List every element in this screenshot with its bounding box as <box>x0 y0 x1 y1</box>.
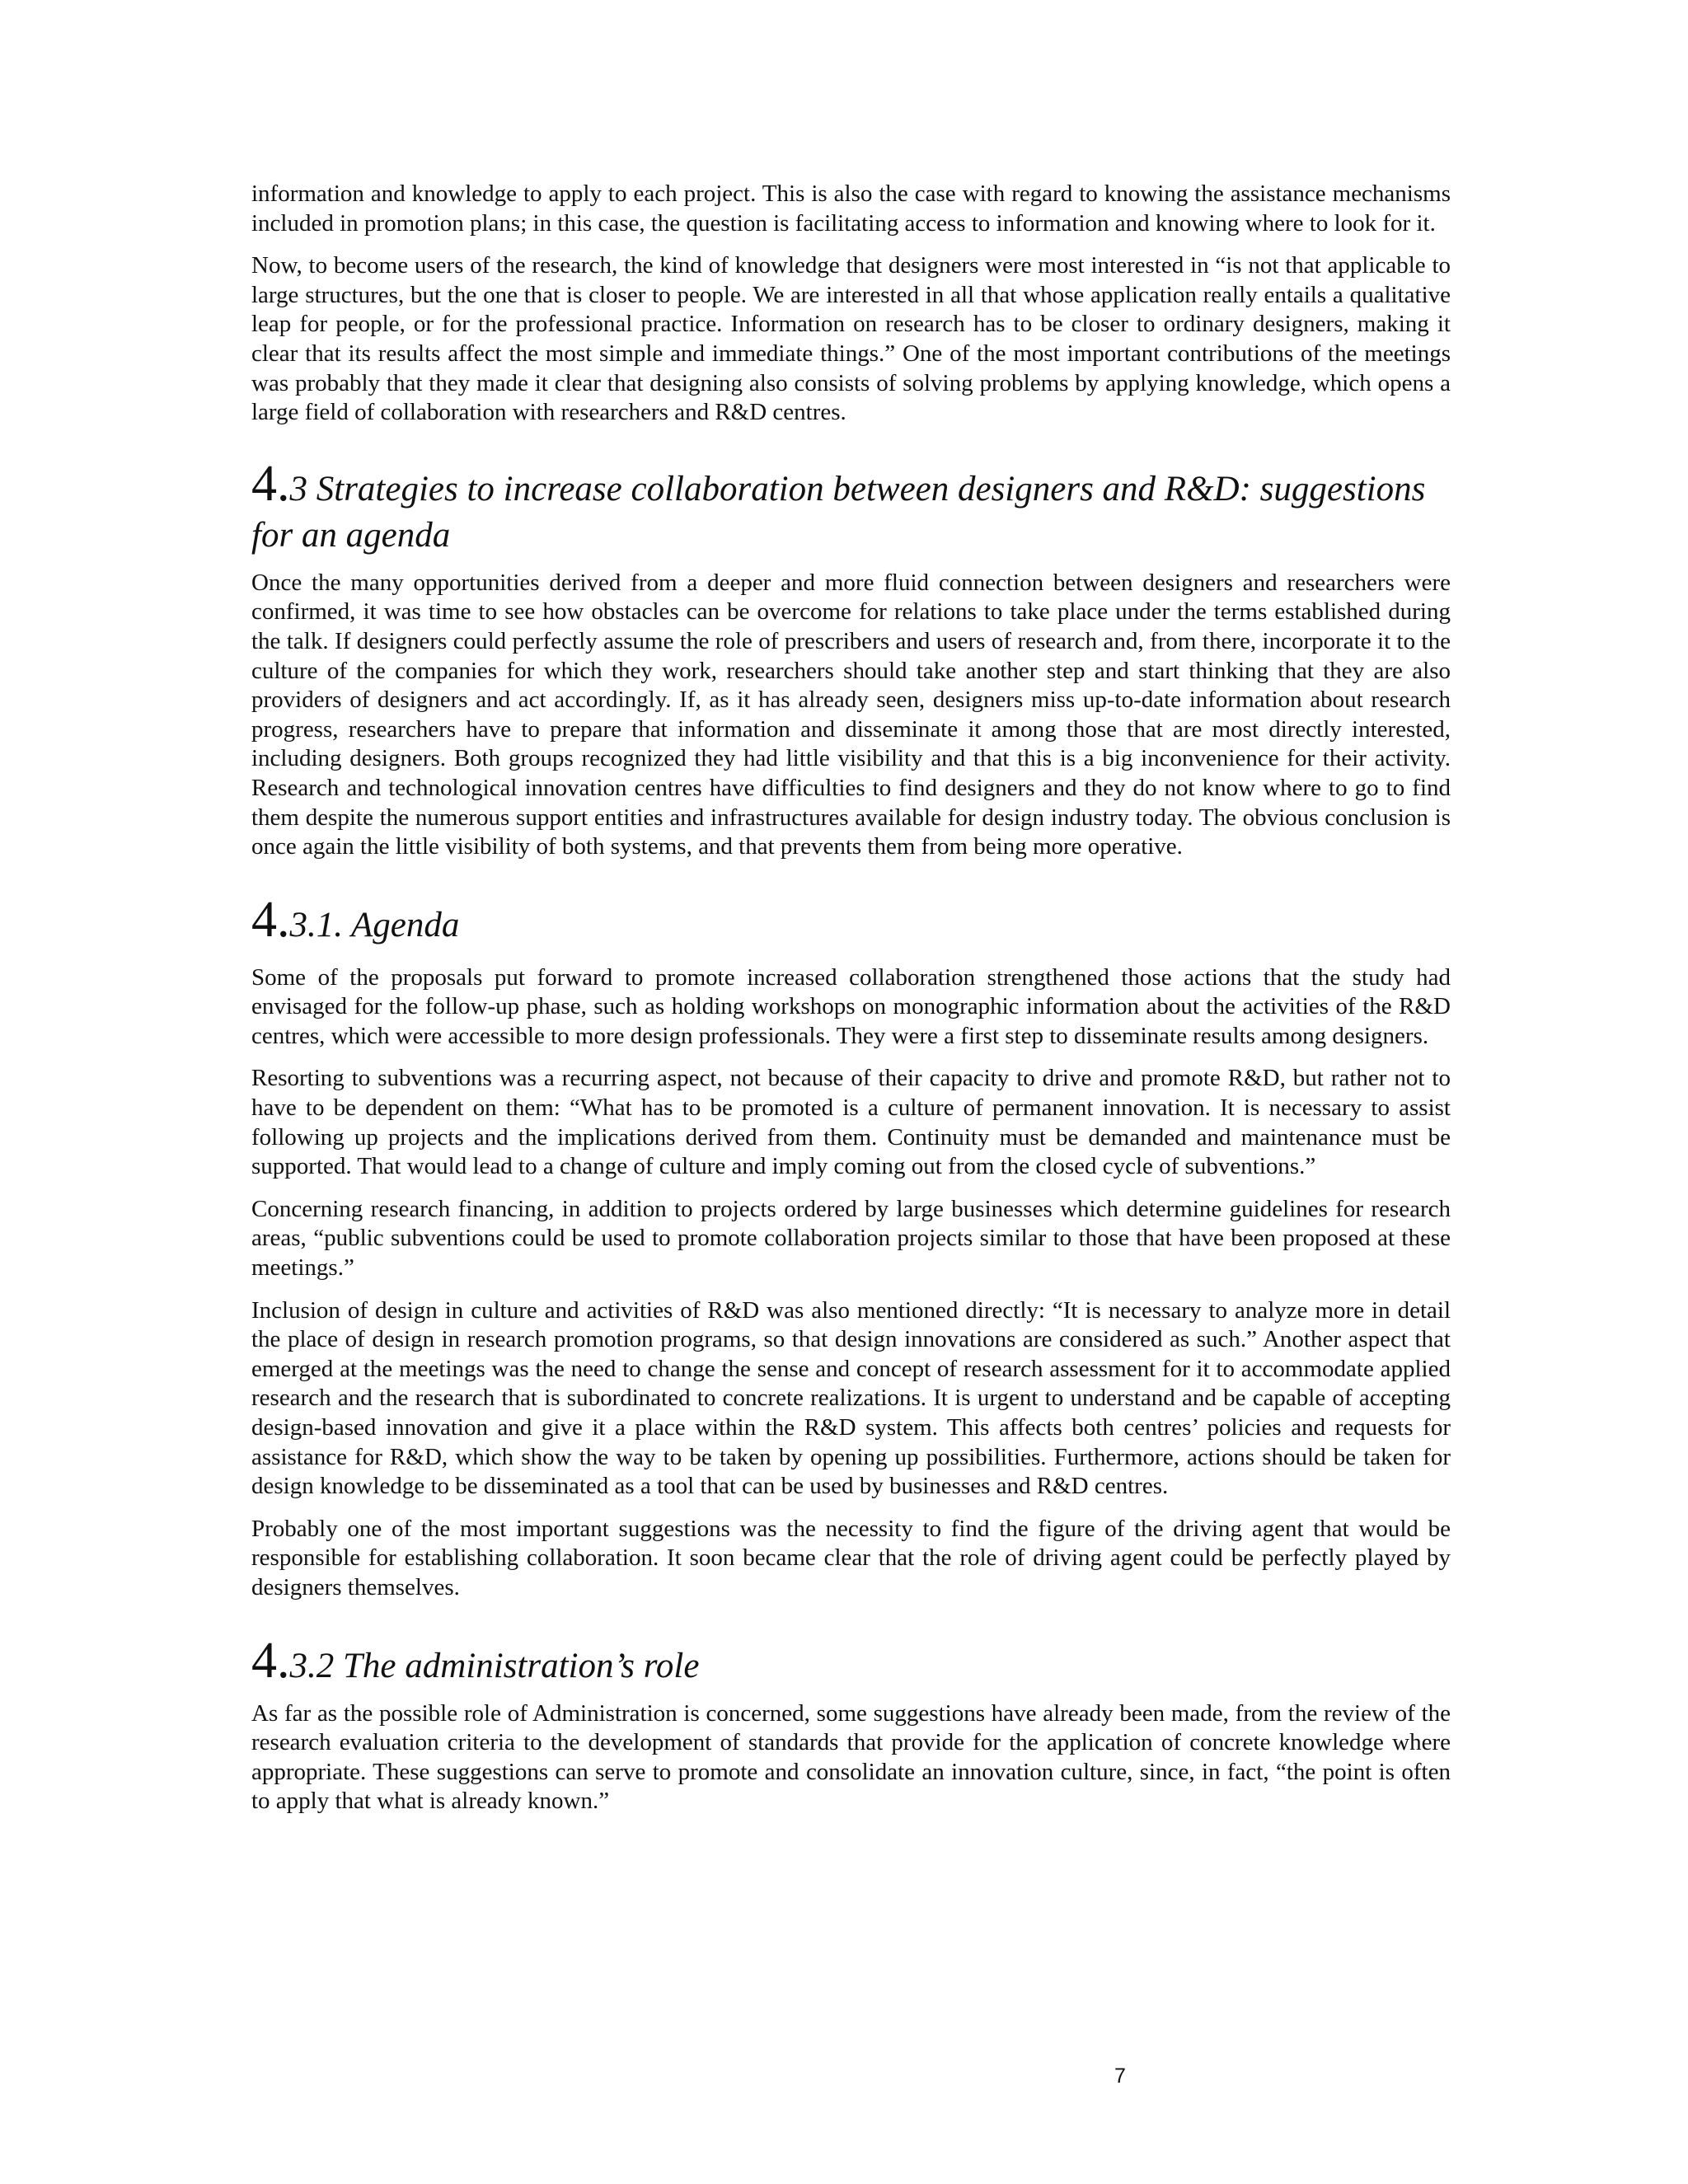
heading-title: 3.1. Agenda <box>289 905 460 944</box>
paragraph-administration-role: As far as the possible role of Administration is concerned, some suggestions have already been made, from the review of the research evaluation criteria to the development of standards that provide for the application of concrete knowledge where appropriate. These suggestions can serve to promote and consolidate an innovation culture, since, in fact, “the point is often to apply that what is already known.” <box>251 1699 1451 1815</box>
paragraph-agenda-proposals: Some of the proposals put forward to promote increased collaboration strengthened those actions that the study had envisaged for the follow-up phase, such as holding workshops on monographic information about the activities of the R&D centres, which were accessible to more design professionals. They were a first step to disseminate results among designers. <box>251 963 1451 1049</box>
heading-title: 3.2 The administration’s role <box>289 1646 700 1685</box>
paragraph-intro-continued: information and knowledge to apply to each project. This is also the case with regard to knowing the assistance mechanisms included in promotion plans; in this case, the question is facilitating access to information and knowing where to look for it. <box>251 180 1451 237</box>
page-number: 7 <box>1114 2064 1126 2088</box>
paragraph-agenda-subventions: Resorting to subventions was a recurring aspect, not because of their capacity to drive and promote R&D, but rather not to have to be dependent on them: “What has to be promoted is a culture of permanent innovation. It is necessary to assist following up projects and the implications derived from them. Continuity must be demanded and maintenance must be supported. That would lead to a change of culture and imply coming out from the closed cycle of subventions.” <box>251 1065 1451 1180</box>
document-page <box>251 180 1451 1830</box>
paragraph-agenda-inclusion: Inclusion of design in culture and activities of R&D was also mentioned directly: “It is necessary to analyze more in detail the place of design in research promotion programs, so that design innovations are considered as such.” Another aspect that emerged at the meetings was the need to change the sense and concept of research assessment for it to accommodate applied research and the research that is subordinated to concrete realizations. It is urgent to understand and be capable of accepting design-based innovation and give it a place within the R&D system. This affects both centres’ policies and requests for assistance for R&D, which show the way to be taken by opening up possibilities. Furthermore, actions should be taken for design knowledge to be disseminated as a tool that can be used by businesses and R&D centres. <box>251 1296 1451 1500</box>
section-heading-4-3-1 <box>251 891 1451 949</box>
heading-number: 4. <box>251 891 290 948</box>
section-heading-4-3 <box>251 455 1451 559</box>
heading-number: 4. <box>251 1632 290 1689</box>
paragraph-strategies: Once the many opportunities derived from a deeper and more fluid connection between designers and researchers were confirmed, it was time to see how obstacles can be overcome for relations to take place under the terms established during the talk. If designers could perfectly assume the role of prescribers and users of research and, from there, incorporate it to the culture of the companies for which they work, researchers should take another step and start thinking that they are also providers of designers and act accordingly. If, as it has already seen, designers miss up-to-date information about research progress, researchers have to prepare that information and disseminate it among those that are most directly interested, including designers. Both groups recognized they had little visibility and that this is a big inconvenience for their activity. Research and technological innovation centres have difficulties to find designers and they do not know where to go to find them despite the numerous support entities and infrastructures available for design industry today. The obvious conclusion is once again the little visibility of both systems, and that prevents them from being more operative. <box>251 569 1451 860</box>
paragraph-users-of-research: Now, to become users of the research, the kind of knowledge that designers were most interested in “is not that applicable to large structures, but the one that is closer to people. We are interested in all that whose application really entails a qualitative leap for people, or for the professional practice. Information on research has to be closer to ordinary designers, making it clear that its results affect the most simple and immediate things.” One of the most important contributions of the meetings was probably that they made it clear that designing also consists of solving problems by applying knowledge, which opens a large field of collaboration with researchers and R&D centres. <box>251 252 1451 426</box>
paragraph-agenda-financing: Concerning research financing, in addition to projects ordered by large businesses which determine guidelines for research areas, “public subventions could be used to promote collaboration projects similar to those that have been proposed at these meetings.” <box>251 1195 1451 1282</box>
heading-title: 3 Strategies to increase collaboration between designers and R&D: suggestions for an agenda <box>251 469 1426 555</box>
section-heading-4-3-2 <box>251 1632 1451 1690</box>
heading-number: 4. <box>251 455 290 512</box>
paragraph-agenda-driving-agent: Probably one of the most important suggestions was the necessity to find the figure of the driving agent that would be responsible for establishing collaboration. It soon became clear that the role of driving agent could be perfectly played by designers themselves. <box>251 1515 1451 1601</box>
